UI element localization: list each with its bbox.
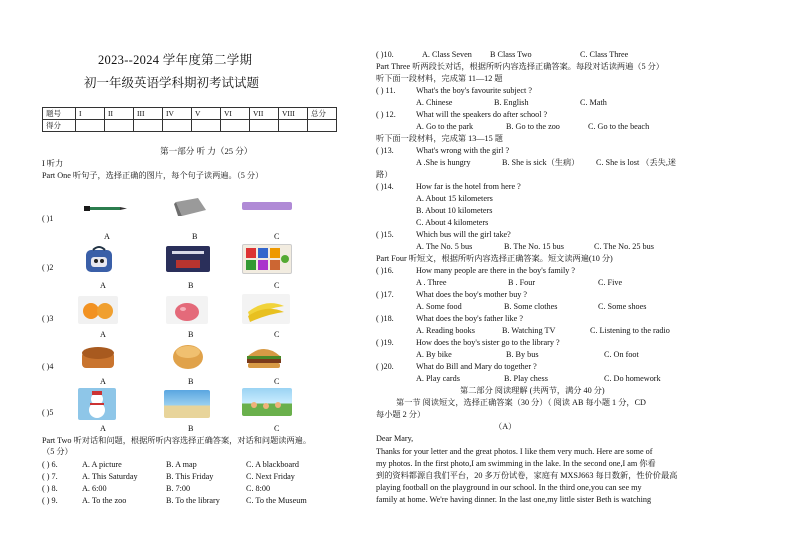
- score-table-header-row: [43, 108, 337, 120]
- question-8-number: ( ) 8.: [42, 484, 58, 493]
- score-cell: 题号: [43, 108, 76, 120]
- question-14-option-c: C. About 4 kilometers: [416, 218, 489, 227]
- score-input-cell: [163, 120, 192, 132]
- question-11-option-c: C. Math: [580, 98, 607, 107]
- question-19-text: How does the boy's sister go to the library ?: [416, 338, 560, 347]
- question-12-option-a: A. Go to the park: [416, 122, 474, 131]
- section1-instructions: 第一节 阅读短文，选择正确答案（30 分）（ 阅读 AB 每小题 1 分，CD: [396, 398, 646, 407]
- question-10-option-a: A. Class Seven: [422, 50, 472, 59]
- score-cell: VII: [250, 108, 279, 120]
- question-5-number: ( )5: [42, 408, 54, 417]
- score-input-cell: [105, 120, 134, 132]
- poster-icon: [242, 244, 292, 274]
- question-11-text: What's the boy's favourite subject ?: [416, 86, 532, 95]
- question-7-option-a: A. This Saturday: [82, 472, 138, 481]
- question-14-option-b: B. About 10 kilometers: [416, 206, 493, 215]
- snowman-icon: [78, 388, 116, 420]
- question-6-option-b: B. A map: [166, 460, 197, 469]
- option-label: C: [274, 330, 280, 339]
- part-two-instructions: Part Two 听对话和问题，根据所听内容选择正确答案，对话和问题读两遍。: [42, 436, 312, 445]
- score-cell: VIII: [279, 108, 308, 120]
- passage-line: 到的资料都源自我们平台，20 多万份试卷，家庭有 MXSJ663 每日数新，性价价最高: [376, 471, 678, 480]
- bread-icon: [78, 342, 118, 372]
- question-10-option-c: C. Class Three: [580, 50, 629, 59]
- question-20-option-b: B. Play chess: [504, 374, 548, 383]
- part-two-points: （5 分）: [42, 447, 73, 456]
- question-12-option-c: C. Go to the beach: [588, 122, 650, 131]
- question-11-number: ( ) 11.: [376, 86, 396, 95]
- beach-icon: [164, 390, 210, 418]
- score-table: [42, 107, 337, 132]
- score-cell: IV: [163, 108, 192, 120]
- score-cell: II: [105, 108, 134, 120]
- option-label: C: [274, 424, 280, 433]
- question-13-option-c-cont: 路）: [376, 170, 393, 179]
- question-20-option-c: C. Do homework: [604, 374, 661, 383]
- question-15-text: Which bus will the girl take?: [416, 230, 511, 239]
- passage-line: playing football on the playground in our school. In the third one,you can see my: [376, 483, 642, 492]
- question-4-number: ( )4: [42, 362, 54, 371]
- score-input-cell: [279, 120, 308, 132]
- question-14-option-a: A. About 15 kilometers: [416, 194, 493, 203]
- question-17-text: What does the boy's mother buy ?: [416, 290, 528, 299]
- question-8-option-a: A. 6:00: [82, 484, 107, 493]
- option-label: B: [188, 377, 194, 386]
- hamburger-icon: [242, 342, 286, 372]
- question-15-option-b: B. The No. 15 bus: [504, 242, 564, 251]
- question-6-option-a: A. A picture: [82, 460, 122, 469]
- orange-icon: [78, 296, 118, 324]
- letter-greeting: Dear Mary,: [376, 434, 414, 443]
- question-8-option-c: C. 8:00: [246, 484, 271, 493]
- field-icon: [242, 388, 292, 416]
- part2-heading: 第二部分 阅读理解 (共两节，满分 40 分): [460, 386, 605, 395]
- question-12-option-b: B. Go to the zoo: [506, 122, 560, 131]
- question-16-number: ( )16.: [376, 266, 394, 275]
- question-20-option-a: A. Play cards: [416, 374, 460, 383]
- question-12-text: What will the speakers do after school ?: [416, 110, 548, 119]
- part-three-instructions: Part Three 听两段长对话，根据所听内容选择正确答案。每段对话读两遍（5 分）: [376, 62, 664, 71]
- question-19-option-c: C. On foot: [604, 350, 639, 359]
- question-2-number: ( )2: [42, 263, 54, 272]
- question-9-option-c: C. To the Museum: [246, 496, 307, 505]
- option-label: A: [100, 377, 106, 386]
- question-15-option-a: A. The No. 5 bus: [416, 242, 473, 251]
- ruler-icon: [242, 202, 292, 210]
- question-14-text: How far is the hotel from here ?: [416, 182, 521, 191]
- part1-heading: 第一部分 听 力（25 分）: [160, 146, 253, 156]
- left-column: [36, 0, 366, 560]
- material-1-instructions: 听下面一段材料，完成第 11—12 题: [376, 74, 503, 83]
- pen-icon: [82, 200, 128, 210]
- question-6-number: ( ) 6.: [42, 460, 58, 469]
- passage-line: Thanks for your letter and the great photos. I like them very much. Here are some of: [376, 447, 653, 456]
- score-input-cell: [192, 120, 221, 132]
- question-20-text: What do Bill and Mary do together ?: [416, 362, 537, 371]
- option-label: A: [100, 281, 106, 290]
- question-16-option-a: A . Three: [416, 278, 447, 287]
- score-cell: VI: [221, 108, 250, 120]
- score-cell: III: [134, 108, 163, 120]
- question-20-number: ( )20.: [376, 362, 394, 371]
- question-8-option-b: B. 7:00: [166, 484, 191, 493]
- question-19-option-b: B. By bus: [506, 350, 539, 359]
- question-18-number: ( )18.: [376, 314, 394, 323]
- question-17-number: ( )17.: [376, 290, 394, 299]
- part-four-instructions: Part Four 听短文，根据所听内容选择正确答案。短文读两遍(10 分): [376, 254, 613, 263]
- question-17-option-a: A. Some food: [416, 302, 462, 311]
- question-17-option-b: B. Some clothes: [504, 302, 558, 311]
- cake-icon: [168, 340, 208, 372]
- question-18-option-c: C. Listening to the radio: [590, 326, 670, 335]
- question-16-option-c: C. Five: [598, 278, 623, 287]
- part-one-instructions: Part One 听句子，选择正确的图片，每个句子读两遍。（5 分）: [42, 171, 264, 180]
- right-column: [376, 0, 770, 560]
- passage-line: family at home. We're having dinner. In the last one,my little sister Beth is watching: [376, 495, 652, 504]
- question-10-option-b: B Class Two: [490, 50, 532, 59]
- exam-subtitle: 初一年级英语学科期初考试试题: [84, 76, 260, 90]
- book-icon: [166, 246, 210, 272]
- question-9-number: ( ) 9.: [42, 496, 58, 505]
- score-table-score-row: [43, 120, 337, 132]
- passage-line: my photos. In the first photo,I am swimming in the lake. In the second one,I am 你看: [376, 459, 656, 468]
- score-input-cell: [76, 120, 105, 132]
- question-13-number: ( )13.: [376, 146, 394, 155]
- score-cell: I: [76, 108, 105, 120]
- question-7-option-c: C. Next Friday: [246, 472, 295, 481]
- schoolbag-icon: [82, 244, 116, 274]
- question-15-number: ( )15.: [376, 230, 394, 239]
- question-13-text: What's wrong with the girl ?: [416, 146, 510, 155]
- option-label: C: [274, 281, 280, 290]
- exam-title: 2023--2024 学年度第二学期: [98, 53, 253, 67]
- section-i-label: I 听力: [42, 159, 64, 168]
- question-11-option-b: B. English: [494, 98, 529, 107]
- section1-instructions-cont: 每小题 2 分）: [376, 410, 426, 419]
- score-input-cell: [308, 120, 337, 132]
- question-13-option-c: C. She is lost （丢失,迷: [596, 158, 677, 167]
- option-label: B: [188, 424, 194, 433]
- question-6-option-c: C. A blackboard: [246, 460, 299, 469]
- question-15-option-c: C. The No. 25 bus: [594, 242, 654, 251]
- question-9-option-a: A. To the zoo: [82, 496, 127, 505]
- option-label: B: [188, 281, 194, 290]
- question-18-option-a: A. Reading books: [416, 326, 475, 335]
- question-16-text: How many people are there in the boy's family ?: [416, 266, 576, 275]
- score-cell: V: [192, 108, 221, 120]
- eraser-icon: [172, 196, 208, 218]
- banana-icon: [242, 294, 290, 324]
- option-label: C: [274, 232, 280, 241]
- question-19-option-a: A. By bike: [416, 350, 452, 359]
- option-label: A: [100, 424, 106, 433]
- question-11-option-a: A. Chinese: [416, 98, 453, 107]
- score-input-cell: [134, 120, 163, 132]
- question-18-option-b: B. Watching TV: [502, 326, 556, 335]
- score-cell: 得分: [43, 120, 76, 132]
- option-label: C: [274, 377, 280, 386]
- option-label: A: [100, 330, 106, 339]
- question-13-option-b: B. She is sick（生病）: [502, 158, 580, 167]
- question-7-number: ( ) 7.: [42, 472, 58, 481]
- score-cell: 总分: [308, 108, 337, 120]
- question-7-option-b: B. This Friday: [166, 472, 214, 481]
- question-16-option-b: B . Four: [508, 278, 536, 287]
- score-input-cell: [221, 120, 250, 132]
- option-label: B: [188, 330, 194, 339]
- question-14-number: ( )14.: [376, 182, 394, 191]
- passage-a-label: （A）: [494, 422, 517, 431]
- question-19-number: ( )19.: [376, 338, 394, 347]
- question-17-option-c: C. Some shoes: [598, 302, 647, 311]
- question-10-number: ( )10.: [376, 50, 394, 59]
- apple-icon: [166, 296, 208, 324]
- question-1-number: ( )1: [42, 214, 54, 223]
- score-input-cell: [250, 120, 279, 132]
- option-label: B: [192, 232, 198, 241]
- question-3-number: ( )3: [42, 314, 54, 323]
- option-label: A: [104, 232, 110, 241]
- question-9-option-b: B. To the library: [166, 496, 220, 505]
- material-2-instructions: 听下面一段材料，完成第 13—15 题: [376, 134, 503, 143]
- question-12-number: ( ) 12.: [376, 110, 396, 119]
- question-13-option-a: A .She is hungry: [416, 158, 471, 167]
- question-18-text: What does the boy's father like ?: [416, 314, 523, 323]
